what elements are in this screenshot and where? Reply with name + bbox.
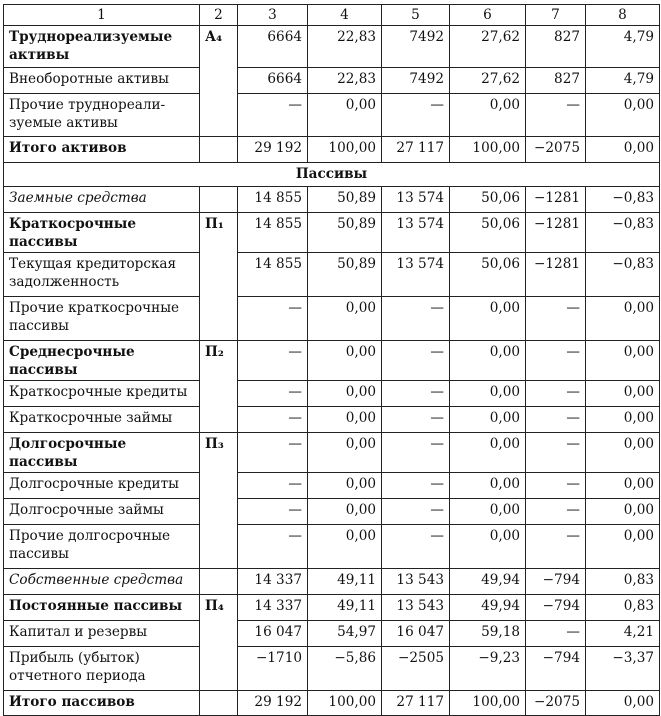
cell-c7: — xyxy=(526,297,586,341)
row-label: Краткосрочные пассивы xyxy=(4,213,200,253)
cell-c6: 50,06 xyxy=(450,187,526,213)
row-label: Среднесрочные пассивы xyxy=(4,341,200,381)
cell-c7: −1281 xyxy=(526,253,586,297)
cell-c8: 4,21 xyxy=(586,621,660,647)
cell-c4: 0,00 xyxy=(308,381,382,407)
cell-c5: — xyxy=(382,499,450,525)
cell-c3: 16 047 xyxy=(238,621,308,647)
cell-c3: 14 855 xyxy=(238,213,308,253)
cell-c4: 49,11 xyxy=(308,595,382,621)
cell-c7: — xyxy=(526,525,586,569)
cell-c4: 100,00 xyxy=(308,137,382,163)
cell-c6: 49,94 xyxy=(450,569,526,595)
row-label: Собственные средства xyxy=(4,569,200,595)
cell-c8: 0,00 xyxy=(586,433,660,473)
cell-c8: 0,00 xyxy=(586,525,660,569)
header-col-6: 6 xyxy=(450,5,526,26)
cell-c7: −794 xyxy=(526,569,586,595)
cell-c4: 0,00 xyxy=(308,499,382,525)
row-label: Долгосрочные займы xyxy=(4,499,200,525)
cell-c6: 0,00 xyxy=(450,473,526,499)
header-col-3: 3 xyxy=(238,5,308,26)
row-label: Прочие долгосрочные пассивы xyxy=(4,525,200,569)
cell-c7: — xyxy=(526,499,586,525)
cell-c5: — xyxy=(382,473,450,499)
cell-c6: 0,00 xyxy=(450,499,526,525)
cell-c3: 14 855 xyxy=(238,253,308,297)
row-label: Краткосрочные займы xyxy=(4,407,200,433)
cell-c6: 27,62 xyxy=(450,26,526,68)
cell-c8: 4,79 xyxy=(586,68,660,94)
cell-c6: 59,18 xyxy=(450,621,526,647)
cell-c8: 0,00 xyxy=(586,297,660,341)
cell-c3: 6664 xyxy=(238,26,308,68)
table-row xyxy=(4,621,660,647)
cell-c3: — xyxy=(238,341,308,381)
table-row xyxy=(4,341,660,381)
cell-c8: −0,83 xyxy=(586,253,660,297)
cell-c7: −2075 xyxy=(526,137,586,163)
cell-c6: 0,00 xyxy=(450,297,526,341)
cell-c4: 0,00 xyxy=(308,525,382,569)
cell-c3: — xyxy=(238,94,308,137)
cell-c3: 14 855 xyxy=(238,187,308,213)
cell-c3: 14 337 xyxy=(238,595,308,621)
group-code-p3: П₃ xyxy=(200,433,238,473)
cell-c6: −9,23 xyxy=(450,647,526,691)
cell-c8: −0,83 xyxy=(586,187,660,213)
cell-c6: 50,06 xyxy=(450,253,526,297)
cell-c4: 54,97 xyxy=(308,621,382,647)
cell-c4: 49,11 xyxy=(308,569,382,595)
cell-c3: — xyxy=(238,525,308,569)
cell-c8: 0,00 xyxy=(586,691,660,716)
cell-c5: 27 117 xyxy=(382,137,450,163)
cell-c4: 22,83 xyxy=(308,68,382,94)
table-row xyxy=(4,499,660,525)
table-row xyxy=(4,647,660,691)
table-row xyxy=(4,68,660,94)
cell-c5: — xyxy=(382,94,450,137)
cell-c7: −2075 xyxy=(526,691,586,716)
group-code-p4: П₄ xyxy=(200,595,238,621)
cell-c6: 0,00 xyxy=(450,525,526,569)
balance-liquidity-table xyxy=(3,4,660,716)
cell-c8: 0,83 xyxy=(586,569,660,595)
cell-c6: 100,00 xyxy=(450,691,526,716)
cell-c8: 0,83 xyxy=(586,595,660,621)
cell-c5: 13 543 xyxy=(382,569,450,595)
cell-c5: 16 047 xyxy=(382,621,450,647)
cell-c8: 4,79 xyxy=(586,26,660,68)
row-label: Краткосрочные кредиты xyxy=(4,381,200,407)
header-col-4: 4 xyxy=(308,5,382,26)
row-label: Долгосрочные кредиты xyxy=(4,473,200,499)
row-label: Постоянные пассивы xyxy=(4,595,200,621)
cell-c6: 0,00 xyxy=(450,381,526,407)
cell-c7: −1281 xyxy=(526,187,586,213)
table-row xyxy=(4,433,660,473)
row-label: Прочие краткосрочные пассивы xyxy=(4,297,200,341)
section-title: Пассивы xyxy=(4,163,660,187)
cell-c5: — xyxy=(382,341,450,381)
cell-c5: — xyxy=(382,433,450,473)
group-code-p2: П₂ xyxy=(200,341,238,381)
cell-c8: 0,00 xyxy=(586,407,660,433)
cell-c8: 0,00 xyxy=(586,381,660,407)
table-row xyxy=(4,26,660,68)
cell-c4: −5,86 xyxy=(308,647,382,691)
cell-c5: — xyxy=(382,381,450,407)
table-row xyxy=(4,213,660,253)
cell-c4: 0,00 xyxy=(308,433,382,473)
cell-c7: −1281 xyxy=(526,213,586,253)
row-label: Труднореализуемые активы xyxy=(4,26,200,68)
table-row xyxy=(4,595,660,621)
cell-c5: — xyxy=(382,525,450,569)
cell-c7: −794 xyxy=(526,647,586,691)
cell-c3: 29 192 xyxy=(238,691,308,716)
cell-c8: 0,00 xyxy=(586,499,660,525)
row-label: Заемные средства xyxy=(4,187,200,213)
cell-c6: 100,00 xyxy=(450,137,526,163)
cell-c6: 0,00 xyxy=(450,341,526,381)
cell-c4: 0,00 xyxy=(308,341,382,381)
cell-c7: 827 xyxy=(526,68,586,94)
header-col-1: 1 xyxy=(4,5,200,26)
section-header-row xyxy=(4,163,660,187)
total-row xyxy=(4,137,660,163)
cell-c7: −794 xyxy=(526,595,586,621)
row-label: Прибыль (убыток) отчетного периода xyxy=(4,647,200,691)
cell-c7: — xyxy=(526,94,586,137)
cell-c3: — xyxy=(238,433,308,473)
cell-c7: — xyxy=(526,341,586,381)
cell-c7: — xyxy=(526,621,586,647)
table-row xyxy=(4,253,660,297)
cell-c4: 50,89 xyxy=(308,253,382,297)
cell-c3: — xyxy=(238,297,308,341)
table-row xyxy=(4,297,660,341)
cell-c5: 13 574 xyxy=(382,253,450,297)
cell-c4: 50,89 xyxy=(308,213,382,253)
cell-c6: 27,62 xyxy=(450,68,526,94)
row-label: Итого активов xyxy=(4,137,200,163)
row-label: Прочие труднореали-зуемые активы xyxy=(4,94,200,137)
cell-c7: — xyxy=(526,473,586,499)
cell-c8: −3,37 xyxy=(586,647,660,691)
cell-c4: 0,00 xyxy=(308,407,382,433)
cell-c3: 29 192 xyxy=(238,137,308,163)
cell-c6: 0,00 xyxy=(450,407,526,433)
header-col-8: 8 xyxy=(586,5,660,26)
table-row xyxy=(4,94,660,137)
cell-c3: −1710 xyxy=(238,647,308,691)
cell-c8: 0,00 xyxy=(586,341,660,381)
cell-c7: 827 xyxy=(526,26,586,68)
cell-c7: — xyxy=(526,381,586,407)
cell-c3: — xyxy=(238,407,308,433)
row-label: Внеоборотные активы xyxy=(4,68,200,94)
cell-c5: — xyxy=(382,407,450,433)
table-row xyxy=(4,525,660,569)
cell-c6: 49,94 xyxy=(450,595,526,621)
table-row xyxy=(4,473,660,499)
cell-c4: 0,00 xyxy=(308,473,382,499)
cell-c5: 7492 xyxy=(382,26,450,68)
cell-c4: 50,89 xyxy=(308,187,382,213)
table-row xyxy=(4,187,660,213)
cell-c8: 0,00 xyxy=(586,94,660,137)
cell-c5: 7492 xyxy=(382,68,450,94)
cell-c8: −0,83 xyxy=(586,213,660,253)
cell-c3: 14 337 xyxy=(238,569,308,595)
row-label: Текущая кредиторская задолженность xyxy=(4,253,200,297)
cell-c8: 0,00 xyxy=(586,137,660,163)
row-label: Долгосрочные пассивы xyxy=(4,433,200,473)
cell-c4: 100,00 xyxy=(308,691,382,716)
cell-c6: 50,06 xyxy=(450,213,526,253)
cell-c5: 13 543 xyxy=(382,595,450,621)
cell-c5: 27 117 xyxy=(382,691,450,716)
cell-c5: — xyxy=(382,297,450,341)
cell-c3: — xyxy=(238,381,308,407)
cell-c6: 0,00 xyxy=(450,94,526,137)
row-label: Итого пассивов xyxy=(4,691,200,716)
group-code-p1: П₁ xyxy=(200,213,238,253)
cell-c5: 13 574 xyxy=(382,187,450,213)
header-col-5: 5 xyxy=(382,5,450,26)
table-row xyxy=(4,569,660,595)
total-row xyxy=(4,691,660,716)
cell-c7: — xyxy=(526,407,586,433)
cell-c4: 0,00 xyxy=(308,94,382,137)
group-code-a4: А₄ xyxy=(200,26,238,68)
cell-c6: 0,00 xyxy=(450,433,526,473)
header-col-7: 7 xyxy=(526,5,586,26)
cell-c4: 0,00 xyxy=(308,297,382,341)
cell-c8: 0,00 xyxy=(586,473,660,499)
table-row xyxy=(4,407,660,433)
cell-c3: — xyxy=(238,473,308,499)
cell-c4: 22,83 xyxy=(308,26,382,68)
cell-c7: — xyxy=(526,433,586,473)
cell-c3: — xyxy=(238,499,308,525)
table-row xyxy=(4,381,660,407)
cell-c5: 13 574 xyxy=(382,213,450,253)
header-col-2: 2 xyxy=(200,5,238,26)
cell-c3: 6664 xyxy=(238,68,308,94)
row-label: Капитал и резервы xyxy=(4,621,200,647)
cell-c5: −2505 xyxy=(382,647,450,691)
header-row xyxy=(4,5,660,26)
